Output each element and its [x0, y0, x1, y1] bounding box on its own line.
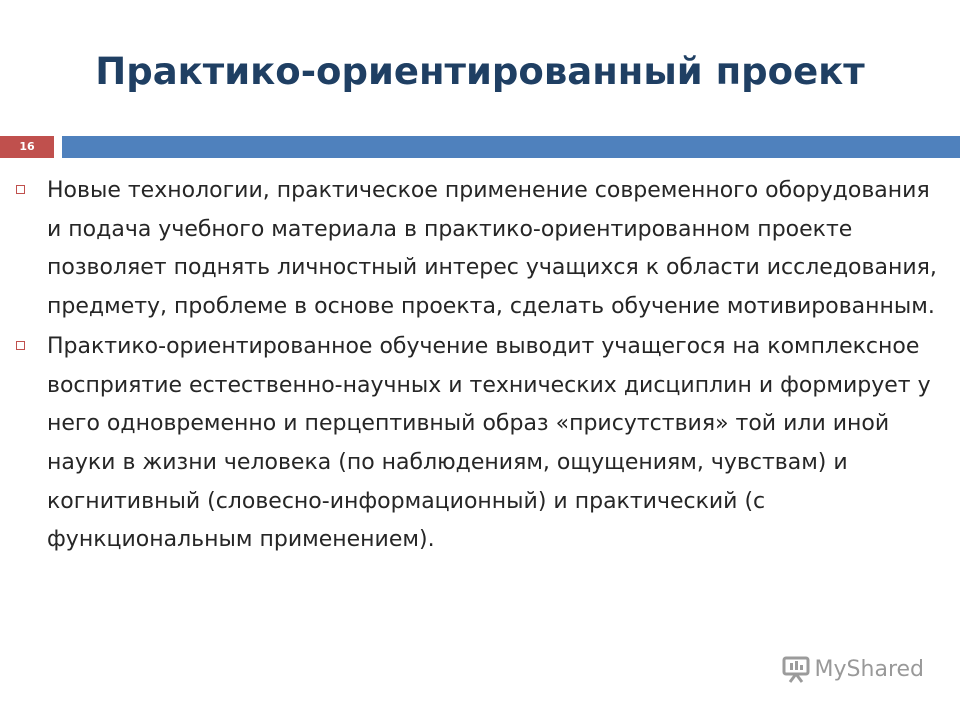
- watermark-text: MyShared: [814, 656, 924, 682]
- bullet-text: Новые технологии, практическое применение современного оборудования и подача учебного материала в практико-ориентированном проекте позволяет поднять личностный интерес учащихся к области исследования, предмету, проблеме в основе проекта, сделать обучение мотивированным.: [47, 178, 937, 320]
- title-divider-bar: [62, 136, 960, 158]
- slide-content: [10, 172, 938, 561]
- slide-number: 16: [0, 136, 54, 158]
- presentation-logo-icon: [781, 654, 811, 684]
- bullet-text: Практико-ориентированное обучение выводит учащегося на комплексное восприятие естественно-научных и технических дисциплин и формирует у него одновременно и перцептивный образ «присутствия» той или иной науки в жизни человека (по наблюдениям, ощущениям, чувствам) и когнитивный (словесно-информационный) и практический (с функциональным применением).: [47, 333, 931, 553]
- square-bullet-icon: [16, 341, 25, 350]
- watermark: [781, 654, 924, 684]
- slide-title: Практико-ориентированный проект: [95, 50, 865, 93]
- bullet-item: [10, 172, 938, 327]
- bullet-item: [10, 328, 938, 560]
- square-bullet-icon: [16, 185, 25, 194]
